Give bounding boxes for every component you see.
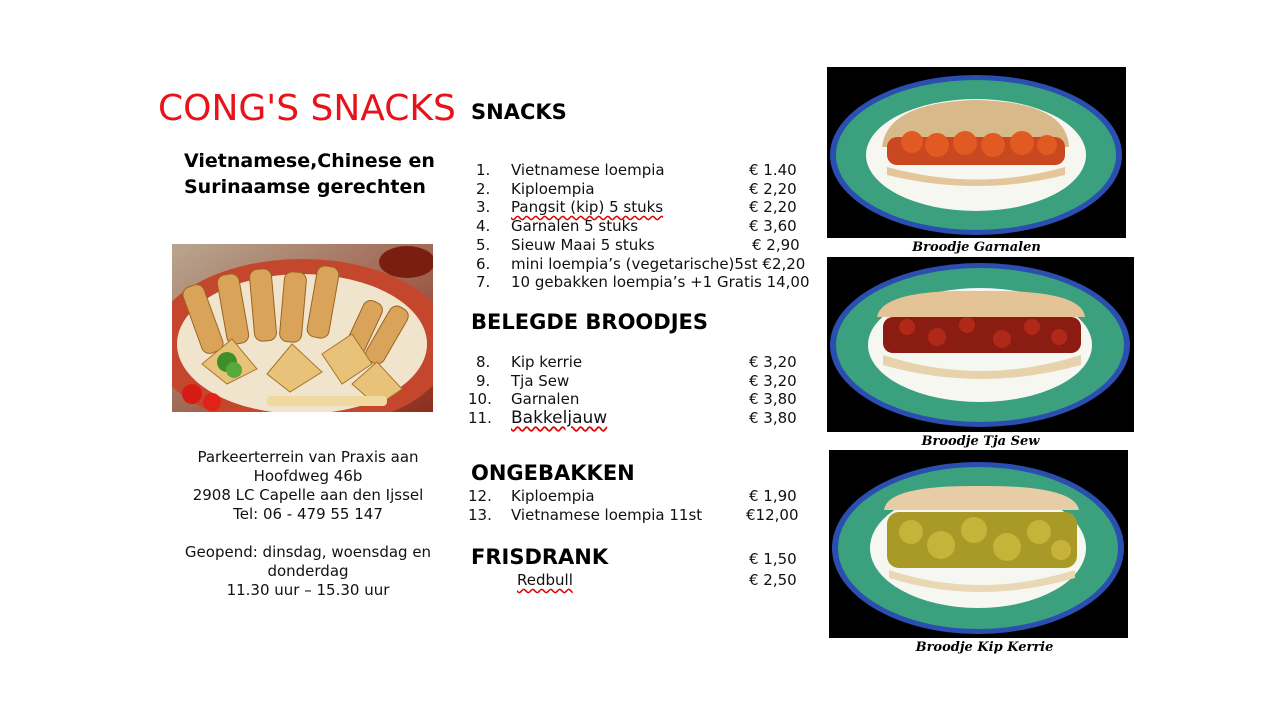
section-title-frisdrank: FRISDRANK: [471, 545, 609, 569]
photo-broodje-kip-kerrie: [829, 450, 1128, 638]
address-line-city: 2908 LC Capelle aan den Ijssel: [192, 486, 424, 504]
caption-broodje-tjasew: Broodje Tja Sew: [921, 434, 1040, 449]
brand-title: CONG'S SNACKS: [158, 88, 456, 129]
photo-broodje-garnalen: [827, 67, 1126, 238]
address-line-street: Hoofdweg 46b: [253, 467, 363, 485]
photo-broodje-tjasew: [827, 257, 1134, 432]
caption-broodje-kip-kerrie: Broodje Kip Kerrie: [915, 640, 1054, 655]
caption-broodje-garnalen: Broodje Garnalen: [912, 240, 1041, 255]
subtitle-line-2: Surinaamse gerechten: [184, 176, 426, 198]
section-title-broodjes: BELEGDE BROODJES: [471, 310, 708, 334]
address-line-location: Parkeerterrein van Praxis aan: [197, 448, 419, 466]
address-block: [170, 448, 446, 600]
spring-rolls-photo: [172, 244, 433, 412]
opening-days-line-2: donderdag: [267, 562, 349, 580]
section-title-ongebakken: ONGEBAKKEN: [471, 461, 635, 485]
subtitle-line-1: Vietnamese,Chinese en: [184, 150, 435, 172]
opening-hours: 11.30 uur – 15.30 uur: [226, 581, 390, 599]
address-line-phone: Tel: 06 - 479 55 147: [233, 505, 383, 523]
section-title-snacks: SNACKS: [471, 100, 567, 124]
opening-days-line: Geopend: dinsdag, woensdag en: [184, 543, 432, 561]
cuisine-subtitle: [184, 148, 454, 200]
